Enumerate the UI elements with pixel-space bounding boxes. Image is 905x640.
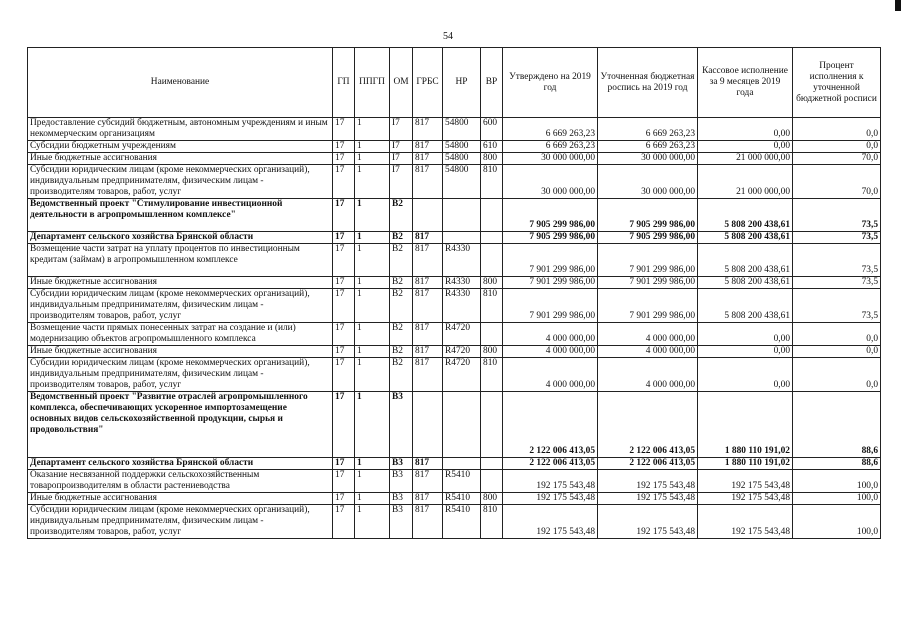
- table-row: [28, 118, 881, 141]
- cell-grbs: 817: [413, 118, 443, 141]
- cell-name: Возмещение части затрат на уплату процентов по инвестиционным кредитам (займам) в агропромышленном комплексе: [28, 244, 333, 277]
- cell-cash: 21 000 000,00: [698, 165, 793, 199]
- cell-vr: [481, 244, 503, 277]
- cell-grbs: 817: [413, 244, 443, 277]
- cell-ppgp: 1: [355, 289, 390, 323]
- cell-ppgp: 1: [355, 346, 390, 358]
- cell-ppgp: 1: [355, 277, 390, 289]
- cell-np: [443, 232, 481, 244]
- cell-om: В3: [390, 505, 413, 539]
- cell-refined: 2 122 006 413,05: [598, 458, 698, 470]
- cell-gp: 17: [333, 505, 355, 539]
- cell-om: В2: [390, 244, 413, 277]
- cell-approved: 2 122 006 413,05: [503, 458, 598, 470]
- cell-refined: 30 000 000,00: [598, 165, 698, 199]
- cell-vr: [481, 458, 503, 470]
- cell-om: В3: [390, 470, 413, 493]
- cell-refined: 7 905 299 986,00: [598, 232, 698, 244]
- cell-refined: 4 000 000,00: [598, 346, 698, 358]
- cell-name: Субсидии юридическим лицам (кроме некоммерческих организаций), индивидуальным предпринимателям, физическим лицам - производителям товаров, работ, услуг: [28, 165, 333, 199]
- cell-vr: 810: [481, 289, 503, 323]
- cell-vr: 810: [481, 165, 503, 199]
- cell-ppgp: 1: [355, 165, 390, 199]
- cell-grbs: [413, 392, 443, 458]
- cell-grbs: 817: [413, 141, 443, 153]
- table-row: [28, 505, 881, 539]
- cell-percent: 0,0: [793, 118, 881, 141]
- cell-refined: 7 901 299 986,00: [598, 244, 698, 277]
- cell-gp: 17: [333, 493, 355, 505]
- cell-om: I7: [390, 141, 413, 153]
- cell-refined: 192 175 543,48: [598, 493, 698, 505]
- cell-name: Иные бюджетные ассигнования: [28, 153, 333, 165]
- cell-approved: 2 122 006 413,05: [503, 392, 598, 458]
- cell-cash: 192 175 543,48: [698, 493, 793, 505]
- cell-grbs: 817: [413, 505, 443, 539]
- cell-name: Субсидии юридическим лицам (кроме некоммерческих организаций), индивидуальным предпринимателям, физическим лицам - производителям товаров, работ, услуг: [28, 505, 333, 539]
- table-row: [28, 493, 881, 505]
- cell-percent: 0,0: [793, 141, 881, 153]
- cell-gp: 17: [333, 346, 355, 358]
- cell-percent: 73,5: [793, 244, 881, 277]
- cell-approved: 6 669 263,23: [503, 141, 598, 153]
- cell-np: 54800: [443, 141, 481, 153]
- table-row: [28, 277, 881, 289]
- cell-cash: 21 000 000,00: [698, 153, 793, 165]
- cell-percent: 88,6: [793, 392, 881, 458]
- cell-om: В2: [390, 323, 413, 346]
- table-row: [28, 358, 881, 392]
- cell-name: Ведомственный проект "Развитие отраслей агропромышленного комплекса, обеспечивающих ускоренное импортозамещение основных видов сельскохозяйственной продукции, сырья и продовольствия": [28, 392, 333, 458]
- cell-refined: 6 669 263,23: [598, 118, 698, 141]
- cell-ppgp: 1: [355, 118, 390, 141]
- cell-np: R4720: [443, 358, 481, 392]
- cell-om: В3: [390, 493, 413, 505]
- cell-gp: 17: [333, 277, 355, 289]
- cell-name: Ведомственный проект "Стимулирование инвестиционной деятельности в агропромышленном комплексе": [28, 199, 333, 232]
- cell-percent: 73,5: [793, 232, 881, 244]
- cell-name: Субсидии юридическим лицам (кроме некоммерческих организаций), индивидуальным предпринимателям, физическим лицам - производителям товаров, работ, услуг: [28, 289, 333, 323]
- cell-ppgp: 1: [355, 232, 390, 244]
- cell-grbs: 817: [413, 153, 443, 165]
- cell-gp: 17: [333, 458, 355, 470]
- cell-np: R4330: [443, 277, 481, 289]
- cell-cash: 1 880 110 191,02: [698, 392, 793, 458]
- table-row: [28, 392, 881, 458]
- table-row: [28, 165, 881, 199]
- cell-ppgp: 1: [355, 244, 390, 277]
- cell-vr: [481, 199, 503, 232]
- col-header-percent: Процент исполнения к уточненной бюджетной росписи: [793, 48, 881, 118]
- table-row: [28, 323, 881, 346]
- cell-ppgp: 1: [355, 141, 390, 153]
- cell-name: Департамент сельского хозяйства Брянской области: [28, 458, 333, 470]
- cell-approved: 4 000 000,00: [503, 346, 598, 358]
- table-row: [28, 153, 881, 165]
- cell-refined: 7 901 299 986,00: [598, 277, 698, 289]
- cell-np: R4330: [443, 289, 481, 323]
- cell-vr: 600: [481, 118, 503, 141]
- cell-approved: 7 901 299 986,00: [503, 277, 598, 289]
- cell-gp: 17: [333, 199, 355, 232]
- cell-name: Субсидии бюджетным учреждениям: [28, 141, 333, 153]
- col-header-grbs: ГРБС: [413, 48, 443, 118]
- cell-om: В2: [390, 358, 413, 392]
- cell-om: В3: [390, 392, 413, 458]
- cell-grbs: 817: [413, 358, 443, 392]
- cell-cash: 5 808 200 438,61: [698, 289, 793, 323]
- cell-grbs: 817: [413, 493, 443, 505]
- cell-np: R5410: [443, 493, 481, 505]
- table-row: [28, 199, 881, 232]
- cell-cash: 0,00: [698, 141, 793, 153]
- cell-approved: 30 000 000,00: [503, 153, 598, 165]
- cell-ppgp: 1: [355, 199, 390, 232]
- cell-np: R5410: [443, 470, 481, 493]
- cell-np: [443, 199, 481, 232]
- cell-ppgp: 1: [355, 493, 390, 505]
- cell-ppgp: 1: [355, 153, 390, 165]
- col-header-gp: ГП: [333, 48, 355, 118]
- cell-percent: 0,0: [793, 346, 881, 358]
- cell-name: Иные бюджетные ассигнования: [28, 277, 333, 289]
- cell-vr: 800: [481, 153, 503, 165]
- col-header-np: НР: [443, 48, 481, 118]
- cell-ppgp: 1: [355, 358, 390, 392]
- cell-vr: 810: [481, 505, 503, 539]
- cell-percent: 73,5: [793, 277, 881, 289]
- cell-refined: 7 905 299 986,00: [598, 199, 698, 232]
- cell-np: R4330: [443, 244, 481, 277]
- cell-om: I7: [390, 153, 413, 165]
- table-body: [28, 118, 881, 539]
- cell-cash: 192 175 543,48: [698, 505, 793, 539]
- cell-name: Возмещение части прямых понесенных затрат на создание и (или) модернизацию объектов агропромышленного комплекса: [28, 323, 333, 346]
- cell-percent: 100,0: [793, 470, 881, 493]
- cell-cash: 5 808 200 438,61: [698, 244, 793, 277]
- cell-name: Иные бюджетные ассигнования: [28, 493, 333, 505]
- cell-refined: 7 901 299 986,00: [598, 289, 698, 323]
- table-row: [28, 289, 881, 323]
- table-row: [28, 470, 881, 493]
- cell-om: В2: [390, 346, 413, 358]
- cell-cash: 5 808 200 438,61: [698, 199, 793, 232]
- cell-approved: 7 901 299 986,00: [503, 244, 598, 277]
- budget-execution-table: [27, 47, 881, 539]
- cell-approved: 192 175 543,48: [503, 505, 598, 539]
- cell-grbs: 817: [413, 232, 443, 244]
- cell-vr: 610: [481, 141, 503, 153]
- cell-om: В2: [390, 277, 413, 289]
- cell-grbs: [413, 199, 443, 232]
- cell-approved: 7 905 299 986,00: [503, 199, 598, 232]
- cell-approved: 7 905 299 986,00: [503, 232, 598, 244]
- cell-percent: 73,5: [793, 289, 881, 323]
- cell-gp: 17: [333, 232, 355, 244]
- cell-refined: 192 175 543,48: [598, 505, 698, 539]
- cell-percent: 73,5: [793, 199, 881, 232]
- cell-om: В2: [390, 289, 413, 323]
- cell-approved: 30 000 000,00: [503, 165, 598, 199]
- cell-percent: 100,0: [793, 493, 881, 505]
- cell-np: R5410: [443, 505, 481, 539]
- cell-cash: 5 808 200 438,61: [698, 232, 793, 244]
- cell-name: Оказание несвязанной поддержки сельскохозяйственным товаропроизводителям в области растениеводства: [28, 470, 333, 493]
- table-row: [28, 244, 881, 277]
- cell-om: В2: [390, 232, 413, 244]
- cell-approved: 4 000 000,00: [503, 323, 598, 346]
- cell-grbs: 817: [413, 470, 443, 493]
- cell-approved: 7 901 299 986,00: [503, 289, 598, 323]
- cell-vr: [481, 470, 503, 493]
- cell-refined: 30 000 000,00: [598, 153, 698, 165]
- table-header-row: [28, 48, 881, 118]
- table-row: [28, 232, 881, 244]
- cell-grbs: 817: [413, 165, 443, 199]
- cell-refined: 192 175 543,48: [598, 470, 698, 493]
- cell-approved: 6 669 263,23: [503, 118, 598, 141]
- col-header-ppgp: ППГП: [355, 48, 390, 118]
- cell-refined: 2 122 006 413,05: [598, 392, 698, 458]
- cell-grbs: 817: [413, 289, 443, 323]
- table-row: [28, 458, 881, 470]
- cell-gp: 17: [333, 118, 355, 141]
- cell-grbs: 817: [413, 346, 443, 358]
- cell-om: В2: [390, 199, 413, 232]
- col-header-refined: Уточненная бюджетная роспись на 2019 год: [598, 48, 698, 118]
- col-header-cash: Кассовое исполнение за 9 месяцев 2019 года: [698, 48, 793, 118]
- cell-gp: 17: [333, 165, 355, 199]
- cell-cash: 0,00: [698, 323, 793, 346]
- cell-grbs: 817: [413, 458, 443, 470]
- page-number: 54: [443, 31, 453, 42]
- cell-grbs: 817: [413, 277, 443, 289]
- cell-cash: 192 175 543,48: [698, 470, 793, 493]
- cell-name: Субсидии юридическим лицам (кроме некоммерческих организаций), индивидуальным предпринимателям, физическим лицам - производителям товаров, работ, услуг: [28, 358, 333, 392]
- scan-edge-mark: [895, 0, 901, 11]
- cell-om: В3: [390, 458, 413, 470]
- cell-np: 54800: [443, 118, 481, 141]
- col-header-vr: ВР: [481, 48, 503, 118]
- cell-refined: 6 669 263,23: [598, 141, 698, 153]
- col-header-approved: Утверждено на 2019 год: [503, 48, 598, 118]
- cell-refined: 4 000 000,00: [598, 358, 698, 392]
- cell-np: 54800: [443, 165, 481, 199]
- cell-ppgp: 1: [355, 392, 390, 458]
- cell-name: Департамент сельского хозяйства Брянской области: [28, 232, 333, 244]
- cell-om: I7: [390, 118, 413, 141]
- table-row: [28, 346, 881, 358]
- cell-vr: 810: [481, 358, 503, 392]
- cell-percent: 70,0: [793, 153, 881, 165]
- cell-percent: 0,0: [793, 323, 881, 346]
- cell-gp: 17: [333, 289, 355, 323]
- cell-name: Иные бюджетные ассигнования: [28, 346, 333, 358]
- cell-vr: 800: [481, 277, 503, 289]
- cell-percent: 88,6: [793, 458, 881, 470]
- cell-gp: 17: [333, 244, 355, 277]
- cell-np: [443, 392, 481, 458]
- cell-np: R4720: [443, 346, 481, 358]
- cell-percent: 100,0: [793, 505, 881, 539]
- cell-ppgp: 1: [355, 470, 390, 493]
- cell-cash: 0,00: [698, 118, 793, 141]
- cell-cash: 0,00: [698, 346, 793, 358]
- cell-vr: 800: [481, 493, 503, 505]
- cell-gp: 17: [333, 153, 355, 165]
- cell-gp: 17: [333, 358, 355, 392]
- cell-vr: 800: [481, 346, 503, 358]
- cell-approved: 192 175 543,48: [503, 470, 598, 493]
- cell-om: I7: [390, 165, 413, 199]
- cell-name: Предоставление субсидий бюджетным, автономным учреждениям и иным некоммерческим организациям: [28, 118, 333, 141]
- cell-percent: 0,0: [793, 358, 881, 392]
- cell-ppgp: 1: [355, 323, 390, 346]
- col-header-om: ОМ: [390, 48, 413, 118]
- cell-cash: 1 880 110 191,02: [698, 458, 793, 470]
- cell-cash: 5 808 200 438,61: [698, 277, 793, 289]
- cell-vr: [481, 232, 503, 244]
- cell-gp: 17: [333, 141, 355, 153]
- cell-percent: 70,0: [793, 165, 881, 199]
- cell-vr: [481, 323, 503, 346]
- cell-np: [443, 458, 481, 470]
- cell-refined: 4 000 000,00: [598, 323, 698, 346]
- cell-np: 54800: [443, 153, 481, 165]
- cell-approved: 4 000 000,00: [503, 358, 598, 392]
- cell-grbs: 817: [413, 323, 443, 346]
- cell-gp: 17: [333, 392, 355, 458]
- cell-vr: [481, 392, 503, 458]
- cell-gp: 17: [333, 323, 355, 346]
- cell-cash: 0,00: [698, 358, 793, 392]
- cell-approved: 192 175 543,48: [503, 493, 598, 505]
- cell-gp: 17: [333, 470, 355, 493]
- table-row: [28, 141, 881, 153]
- cell-ppgp: 1: [355, 505, 390, 539]
- cell-np: R4720: [443, 323, 481, 346]
- cell-ppgp: 1: [355, 458, 390, 470]
- col-header-name: Наименование: [28, 48, 333, 118]
